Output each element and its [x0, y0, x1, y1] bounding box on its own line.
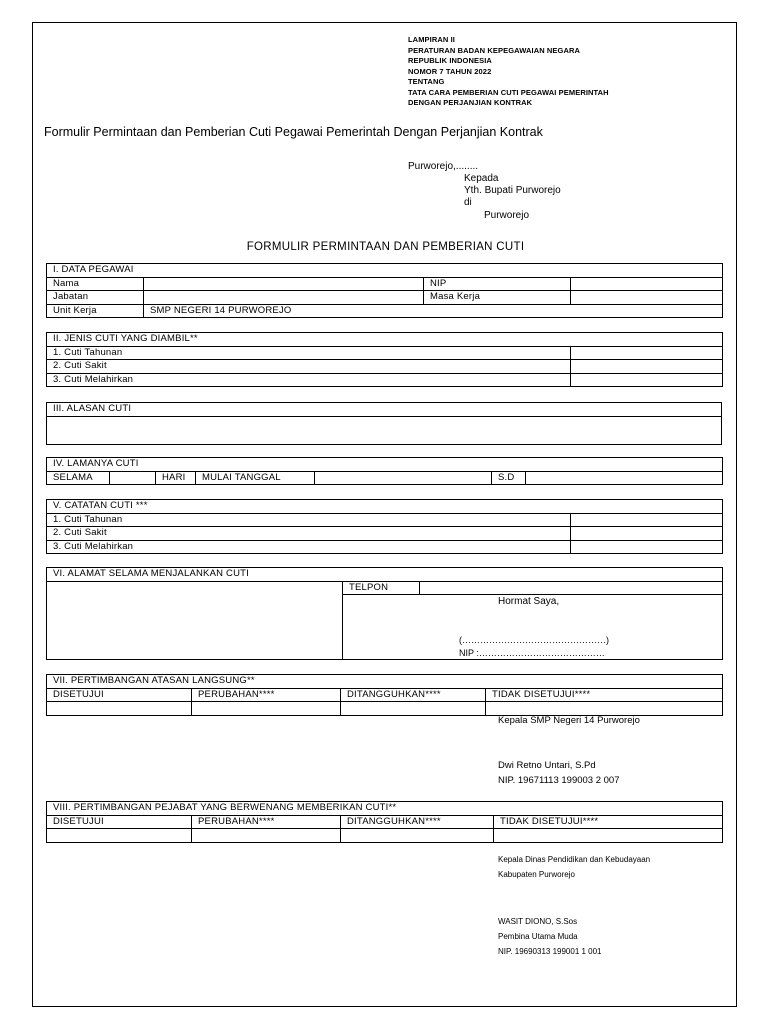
ditangguhkan-field[interactable]: [341, 829, 494, 843]
lamanya-cuti-table: [46, 457, 723, 485]
address-recipient: Yth. Bupati Purworejo: [464, 185, 561, 196]
catatan-cuti-value[interactable]: [571, 540, 723, 554]
catatan-cuti-item: 2. Cuti Sakit: [47, 527, 571, 541]
signer-title-line1: Kepala Dinas Pendidikan dan Kebudayaan: [498, 855, 651, 864]
signer-title: Kepala SMP Negeri 14 Purworejo: [498, 715, 640, 726]
unit-kerja-value: SMP NEGERI 14 PURWOREJO: [144, 304, 723, 318]
signer-name: Dwi Retno Untari, S.Pd: [498, 760, 596, 771]
pejabat-berwenang-table: [46, 801, 723, 843]
address-city: Purworejo: [484, 210, 530, 221]
label-hari: HARI: [156, 471, 196, 485]
disetujui-field[interactable]: [47, 829, 192, 843]
section-heading: I. DATA PEGAWAI: [47, 264, 723, 278]
lampiran-line: NOMOR 7 TAHUN 2022: [408, 66, 492, 76]
label-sd: S.D: [492, 471, 526, 485]
label-selama: SELAMA: [47, 471, 110, 485]
label-nip: NIP: [424, 277, 571, 291]
catatan-cuti-item: 3. Cuti Melahirkan: [47, 540, 571, 554]
place-date: Purworejo,........: [408, 161, 479, 172]
jenis-cuti-item: 2. Cuti Sakit: [47, 360, 571, 374]
label-telpon: TELPON: [343, 581, 420, 595]
form-title: FORMULIR PERMINTAAN DAN PEMBERIAN CUTI: [246, 241, 525, 253]
col-perubahan: PERUBAHAN****: [192, 815, 341, 829]
label-mulai-tanggal: MULAI TANGGAL: [196, 471, 315, 485]
section-heading: VII. PERTIMBANGAN ATASAN LANGSUNG**: [47, 675, 723, 689]
lampiran-line: LAMPIRAN II: [408, 35, 455, 44]
atasan-signature: [498, 713, 640, 788]
catatan-cuti-value[interactable]: [571, 513, 723, 527]
ditangguhkan-field[interactable]: [341, 702, 486, 716]
catatan-cuti-table: [46, 499, 723, 554]
document-page: [32, 22, 737, 1007]
document-title: Formulir Permintaan dan Pemberian Cuti Pegawai Pemerintah Dengan Perjanjian Kontrak: [44, 125, 543, 139]
section-heading: III. ALASAN CUTI: [47, 403, 722, 417]
alasan-cuti-table: [46, 402, 722, 445]
signature-line: (…………………………………………): [459, 635, 609, 645]
nip-field[interactable]: [571, 277, 723, 291]
perubahan-field[interactable]: [192, 702, 341, 716]
lampiran-line: DENGAN PERJANJIAN KONTRAK: [408, 98, 533, 107]
col-tidak-disetujui: TIDAK DISETUJUI****: [486, 688, 723, 702]
jenis-cuti-check[interactable]: [571, 373, 723, 387]
catatan-cuti-value[interactable]: [571, 527, 723, 541]
jenis-cuti-check[interactable]: [571, 360, 723, 374]
col-tidak-disetujui: TIDAK DISETUJUI****: [494, 815, 723, 829]
label-masa-kerja: Masa Kerja: [424, 291, 571, 305]
address-to: Kepada: [464, 173, 499, 184]
label-unit-kerja: Unit Kerja: [47, 304, 144, 318]
jenis-cuti-check[interactable]: [571, 346, 723, 360]
section-heading: IV. LAMANYA CUTI: [47, 458, 723, 472]
jenis-cuti-item: 3. Cuti Melahirkan: [47, 373, 571, 387]
alamat-cuti-table: [46, 567, 723, 660]
data-pegawai-table: [46, 263, 723, 318]
lampiran-block: [408, 35, 609, 109]
label-nama: Nama: [47, 277, 144, 291]
col-perubahan: PERUBAHAN****: [192, 688, 341, 702]
hormat-saya: Hormat Saya,: [498, 596, 560, 607]
signer-nip: NIP. 19671113 199003 2 007: [498, 775, 620, 786]
col-disetujui: DISETUJUI: [47, 688, 192, 702]
perubahan-field[interactable]: [192, 829, 341, 843]
mulai-tanggal-field[interactable]: [315, 471, 492, 485]
section-heading: VI. ALAMAT SELAMA MENJALANKAN CUTI: [47, 568, 723, 582]
lampiran-line: PERATURAN BADAN KEPEGAWAIAN NEGARA: [408, 45, 581, 55]
jenis-cuti-table: [46, 332, 723, 387]
selama-field[interactable]: [110, 471, 156, 485]
disetujui-field[interactable]: [47, 702, 192, 716]
sd-field[interactable]: [526, 471, 723, 485]
lampiran-line: REPUBLIK INDONESIA: [408, 56, 492, 65]
masa-kerja-field[interactable]: [571, 291, 723, 305]
lampiran-line: TENTANG: [408, 77, 445, 86]
section-heading: VIII. PERTIMBANGAN PEJABAT YANG BERWENANG MEMBERIKAN CUTI**: [47, 802, 723, 816]
lampiran-line: TATA CARA PEMBERIAN CUTI PEGAWAI PEMERINTAH: [408, 87, 609, 97]
signer-rank: Pembina Utama Muda: [498, 932, 578, 941]
col-ditangguhkan: DITANGGUHKAN****: [341, 815, 494, 829]
col-disetujui: DISETUJUI: [47, 815, 192, 829]
nama-field[interactable]: [144, 277, 424, 291]
atasan-langsung-table: [46, 674, 723, 716]
nip-line: NIP :……………………………………: [459, 648, 605, 658]
section-heading: V. CATATAN CUTI ***: [47, 500, 723, 514]
signer-nip: NIP. 19690313 199001 1 001: [498, 947, 602, 956]
section-heading: II. JENIS CUTI YANG DIAMBIL**: [47, 333, 723, 347]
tidak-disetujui-field[interactable]: [494, 829, 723, 843]
address-di: di: [464, 197, 472, 208]
catatan-cuti-item: 1. Cuti Tahunan: [47, 513, 571, 527]
alamat-field[interactable]: [47, 581, 343, 660]
pejabat-signature: [498, 852, 650, 959]
jenis-cuti-item: 1. Cuti Tahunan: [47, 346, 571, 360]
col-ditangguhkan: DITANGGUHKAN****: [341, 688, 486, 702]
label-jabatan: Jabatan: [47, 291, 144, 305]
signer-title-line2: Kabupaten Purworejo: [498, 870, 575, 879]
alasan-cuti-field[interactable]: [47, 416, 722, 444]
telpon-field[interactable]: [420, 581, 723, 595]
signer-name: WASIT DIONO, S.Sos: [498, 917, 578, 926]
jabatan-field[interactable]: [144, 291, 424, 305]
